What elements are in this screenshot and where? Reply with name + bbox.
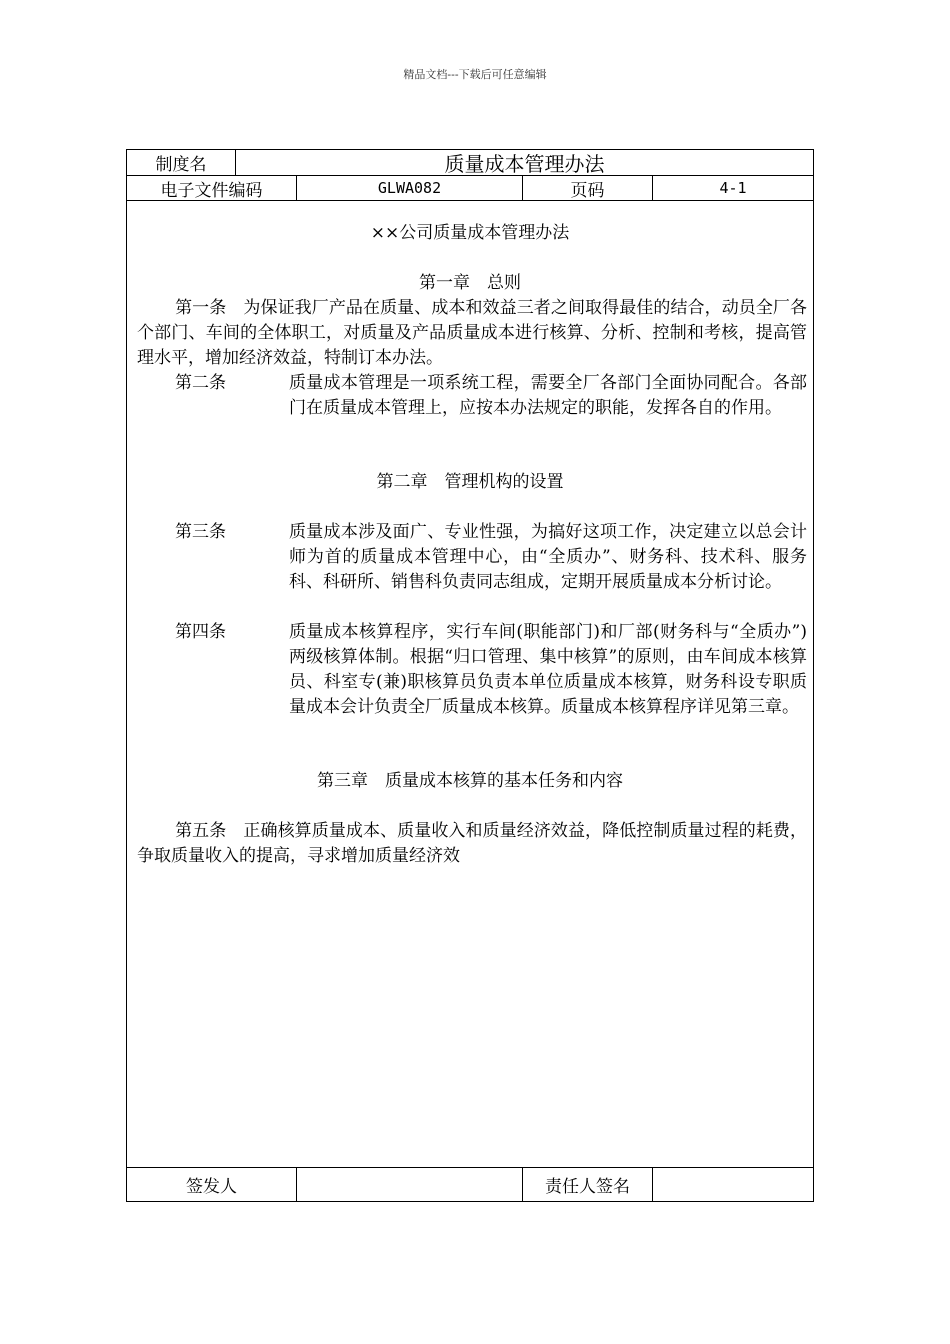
chapter-3-heading: 第三章 质量成本核算的基本任务和内容 (317, 771, 623, 791)
document-frame (126, 149, 814, 1202)
article-2-label: 第二条 (175, 373, 226, 393)
responsible-value (653, 1168, 813, 1201)
article-1-label: 第一条 (175, 298, 227, 318)
article-3-label: 第三条 (175, 522, 226, 542)
article-2-text: 质量成本管理是一项系统工程，需要全厂各部门全面协同配合。各部门在质量成本管理上，应按本办法规定的职能，发挥各自的作用。 (289, 373, 807, 418)
file-code-label: 电子文件编码 (127, 176, 297, 200)
document-body (127, 201, 813, 1167)
name-value: 质量成本管理办法 (444, 152, 605, 176)
page-label: 页码 (523, 176, 653, 200)
signature-row (127, 1167, 813, 1201)
chapter-1-heading: 第一章 总则 (419, 273, 521, 293)
chapter-2-heading: 第二章 管理机构的设置 (376, 472, 564, 492)
article-5 (137, 819, 807, 869)
header-row-name (127, 150, 813, 176)
article-1-text: 为保证我厂产品在质量、成本和效益三者之间取得最佳的结合，动员全厂各个部门、车间的全体职工，对质量及产品质量成本进行核算、分析、控制和考核，提高管理水平，增加经济效益，特制订本办法。 (137, 298, 808, 368)
responsible-label: 责任人签名 (523, 1168, 653, 1201)
name-label: 制度名 (127, 150, 236, 175)
article-5-label: 第五条 (175, 821, 227, 841)
article-5-text: 正确核算质量成本、质量收入和质量经济效益，降低控制质量过程的耗费，争取质量收入的提高，寻求增加质量经济效 (137, 821, 808, 866)
header-row-code (127, 176, 813, 201)
article-4-text: 质量成本核算程序，实行车间(职能部门)和厂部(财务科与“全质办”)两级核算体制。根据“归口管理、集中核算”的原则，由车间成本核算员、科室专(兼)职核算员负责本单位质量成本核算，财务科设专职质量成本会计负责全厂质量成本核算。质量成本核算程序详见第三章。 (289, 622, 807, 717)
page-value: 4-1 (719, 179, 747, 197)
issuer-value (297, 1168, 523, 1201)
article-1 (137, 296, 807, 371)
article-4-label: 第四条 (175, 622, 226, 642)
issuer-label: 签发人 (127, 1168, 297, 1201)
file-code-value: GLWA082 (297, 176, 523, 200)
document-title: ××公司质量成本管理办法 (370, 223, 570, 243)
article-3-text: 质量成本涉及面广、专业性强，为搞好这项工作，决定建立以总会计师为首的质量成本管理中心，由“全质办”、财务科、技术科、服务科、科研所、销售科负责同志组成，定期开展质量成本分析讨论。 (289, 522, 807, 592)
watermark: 精品文档---下载后可任意编辑 (403, 68, 547, 81)
